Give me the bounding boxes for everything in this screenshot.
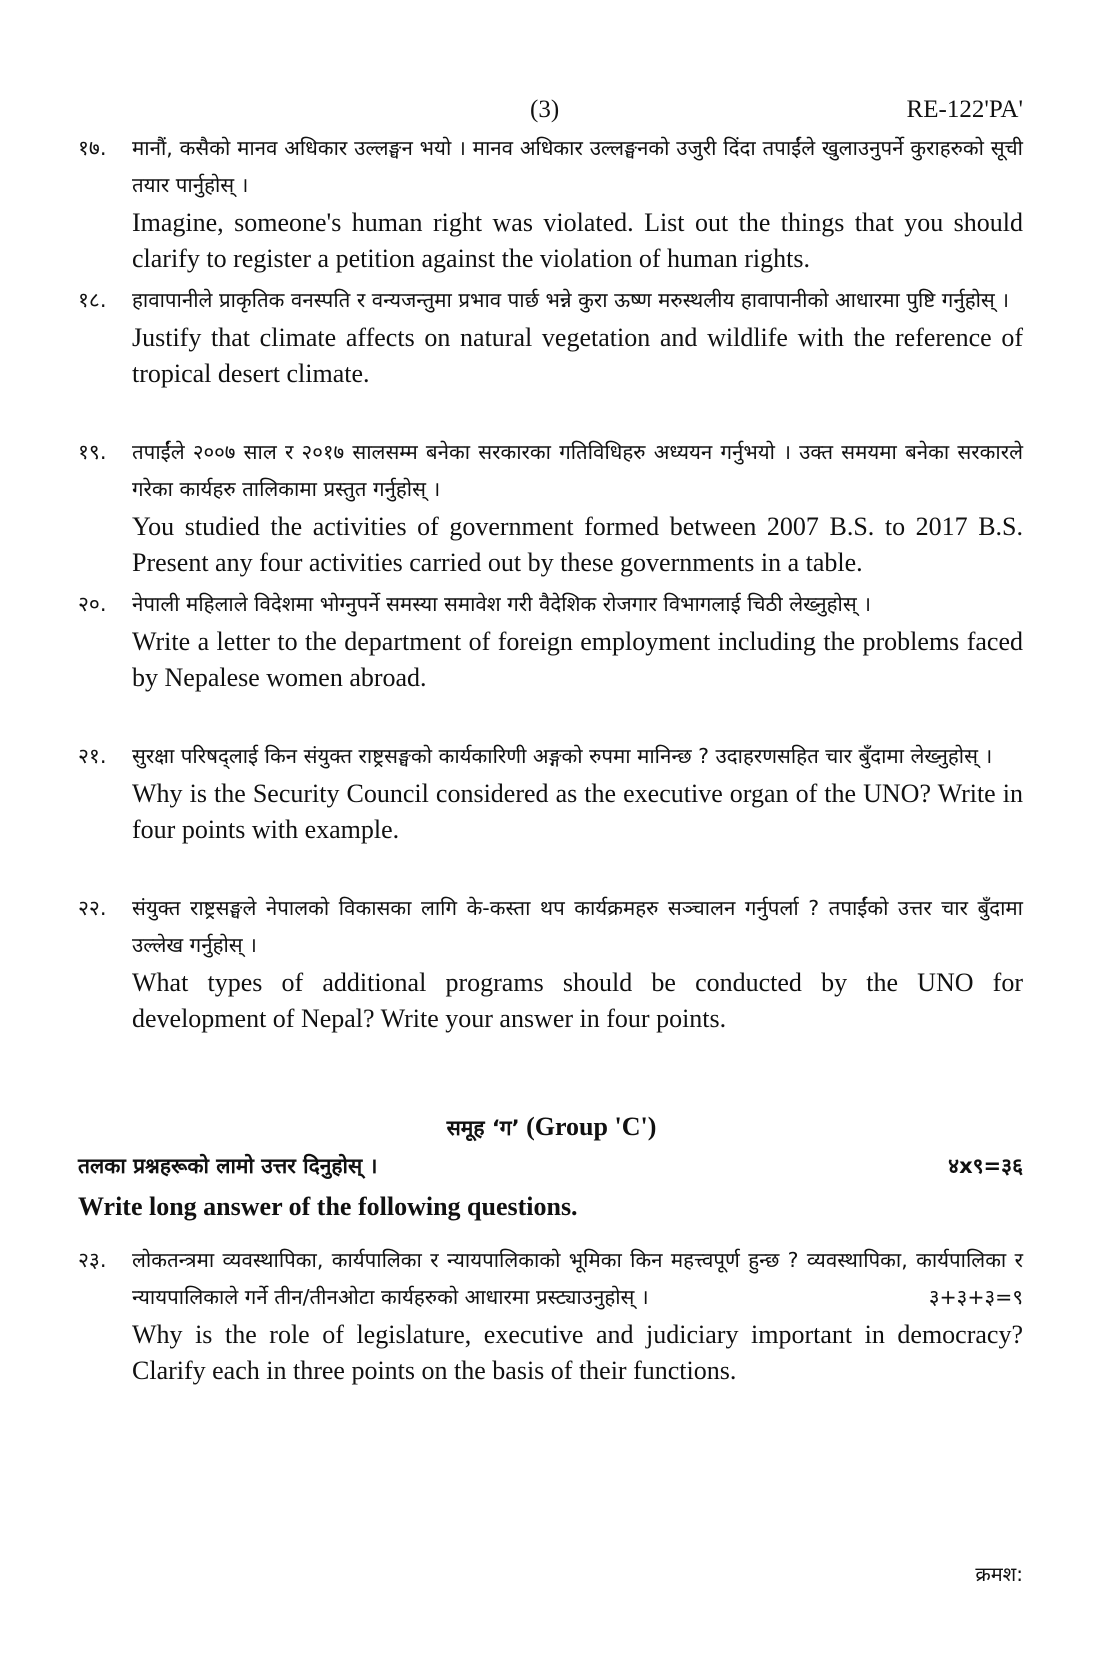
question-20 — [78, 586, 1023, 696]
question-18 — [78, 282, 1023, 392]
question-number: २०. — [78, 592, 107, 616]
question-text-english: Write a letter to the department of foreign employment including the problems faced by Nepalese women abroad. — [132, 627, 1023, 692]
page-number: (3) — [530, 96, 560, 123]
question-21 — [78, 738, 1023, 848]
instruction-english: Write long answer of the following questions. — [78, 1192, 578, 1221]
question-text-nepali: संयुक्त राष्ट्रसङ्घले नेपालको विकासका लागि के-कस्ता थप कार्यक्रमहरु सञ्चालन गर्नुपर्ला ? तपाईंको उत्तर चार बुँदामा उल्लेख गर्नुहोस् । — [132, 896, 1023, 957]
question-23 — [78, 1242, 1023, 1389]
question-text-nepali: सुरक्षा परिषद्लाई किन संयुक्त राष्ट्रसङ्घको कार्यकारिणी अङ्गको रुपमा मानिन्छ ? उदाहरणसहित चार बुँदामा लेख्नुहोस् । — [132, 744, 993, 768]
instruction-nepali: तलका प्रश्नहरूको लामो उत्तर दिनुहोस् । — [78, 1154, 378, 1178]
question-number: १९. — [78, 440, 107, 464]
group-heading-nepali: समूह ‘ग’ — [446, 1116, 520, 1140]
question-text-english: Why is the role of legislature, executive and judiciary important in democracy? Clarify each in three points on the basis of their functions. — [132, 1320, 1023, 1385]
question-number: २३. — [78, 1248, 107, 1272]
question-text-english: Imagine, someone's human right was violated. List out the things that you should clarify to register a petition against the violation of human rights. — [132, 208, 1023, 273]
question-number: १८. — [78, 288, 107, 312]
group-heading — [0, 1112, 1103, 1142]
question-text-nepali-body: लोकतन्त्रमा व्यवस्थापिका, कार्यपालिका र न्यायपालिकाको भूमिका किन महत्त्वपूर्ण हुन्छ ? व्यवस्थापिका, कार्यपालिका र न्यायपालिकाले गर्ने तीन/तीनओटा कार्यहरुको आधारमा प्रस्ट्याउनुहोस् । — [132, 1248, 1023, 1309]
paper-code: RE-122'PA' — [906, 96, 1023, 123]
group-marks: ४x९=३६ — [948, 1154, 1023, 1178]
question-number: २२. — [78, 896, 107, 920]
question-text-english: You studied the activities of government formed between 2007 B.S. to 2017 B.S. Present any four activities carried out by these governments in a table. — [132, 512, 1023, 577]
question-number: १७. — [78, 136, 107, 160]
question-text-english: What types of additional programs should be conducted by the UNO for development of Nepal? Write your answer in four points. — [132, 968, 1023, 1033]
page-header — [0, 96, 1103, 130]
continued-note: क्रमश: — [975, 1562, 1023, 1586]
question-text-nepali — [132, 1242, 1023, 1316]
question-text-english: Why is the Security Council considered as the executive organ of the UNO? Write in four points with example. — [132, 779, 1023, 844]
question-text-nepali: तपाईंले २००७ साल र २०१७ सालसम्म बनेका सरकारका गतिविधिहरु अध्ययन गर्नुभयो । उक्त समयमा बनेका सरकारले गरेका कार्यहरु तालिकामा प्रस्तुत गर्नुहोस् । — [132, 440, 1023, 501]
question-text-english: Justify that climate affects on natural vegetation and wildlife with the reference of tropical desert climate. — [132, 323, 1023, 388]
question-22 — [78, 890, 1023, 1037]
group-heading-english: (Group 'C') — [526, 1112, 657, 1141]
question-17 — [78, 130, 1023, 277]
question-marks: ३+३+३=९ — [928, 1285, 1023, 1309]
question-text-nepali: मानौं, कसैको मानव अधिकार उल्लङ्घन भयो । मानव अधिकार उल्लङ्घनको उजुरी दिंदा तपाईंले खुलाउनुपर्ने कुराहरुको सूची तयार पार्नुहोस् । — [132, 136, 1023, 197]
question-text-nepali: हावापानीले प्राकृतिक वनस्पति र वन्यजन्तुमा प्रभाव पार्छ भन्ने कुरा ऊष्ण मरुस्थलीय हावापानीको आधारमा पुष्टि गर्नुहोस् । — [132, 288, 1010, 312]
question-number: २१. — [78, 744, 107, 768]
question-text-nepali: नेपाली महिलाले विदेशमा भोग्नुपर्ने समस्या समावेश गरी वैदेशिक रोजगार विभागलाई चिठी लेख्नुहोस् । — [132, 592, 872, 616]
question-19 — [78, 434, 1023, 581]
